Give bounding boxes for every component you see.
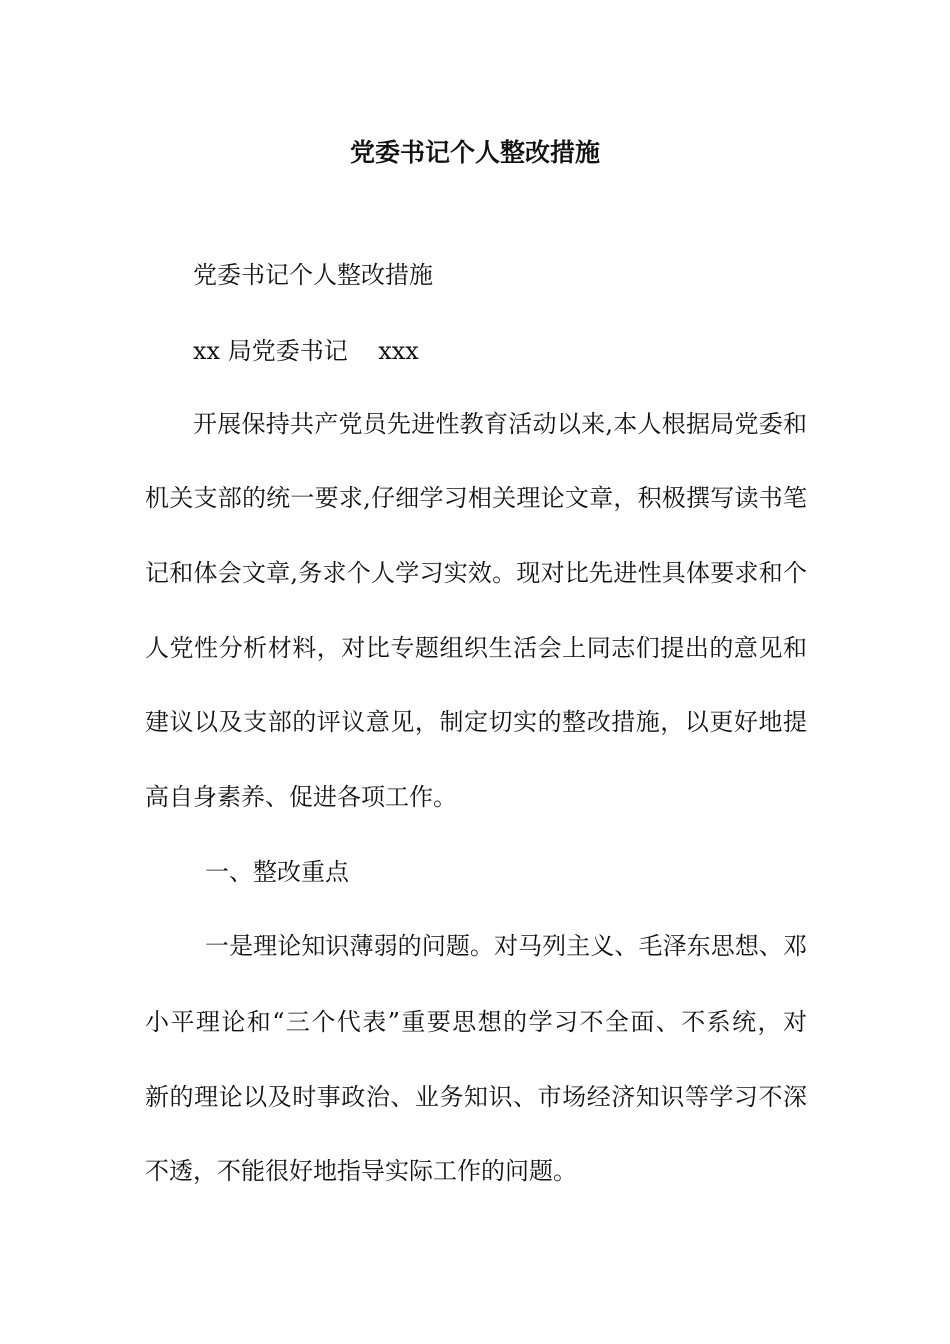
intro-line-4: 人党性分析材料，对比专题组织生活会上同志们提出的意见和 <box>145 634 807 662</box>
intro-line-3: 记和体会文章,务求个人学习实效。现对比先进性具体要求和个 <box>145 559 807 587</box>
author-line: xx 局党委书记 xxx <box>193 337 419 365</box>
intro-line-5: 建议以及支部的评议意见，制定切实的整改措施，以更好地提 <box>145 708 807 736</box>
point1-line-1: 一是理论知识薄弱的问题。对马列主义、毛泽东思想、邓 <box>205 932 807 960</box>
intro-line-2: 机关支部的统一要求,仔细学习相关理论文章，积极撰写读书笔 <box>145 484 807 512</box>
document-subtitle: 党委书记个人整改措施 <box>193 261 433 289</box>
point1-line-3: 新的理论以及时事政治、业务知识、市场经济知识等学习不深 <box>145 1083 807 1111</box>
point1-line-4: 不透，不能很好地指导实际工作的问题。 <box>145 1157 577 1185</box>
intro-line-1: 开展保持共产党员先进性教育活动以来,本人根据局党委和 <box>193 410 807 438</box>
section-heading: 一、整改重点 <box>205 858 349 886</box>
point1-line-2: 小平理论和“三个代表”重要思想的学习不全面、不系统，对 <box>145 1008 807 1036</box>
intro-line-6: 高自身素养、促进各项工作。 <box>145 783 457 811</box>
document-title: 党委书记个人整改措施 <box>349 138 600 167</box>
